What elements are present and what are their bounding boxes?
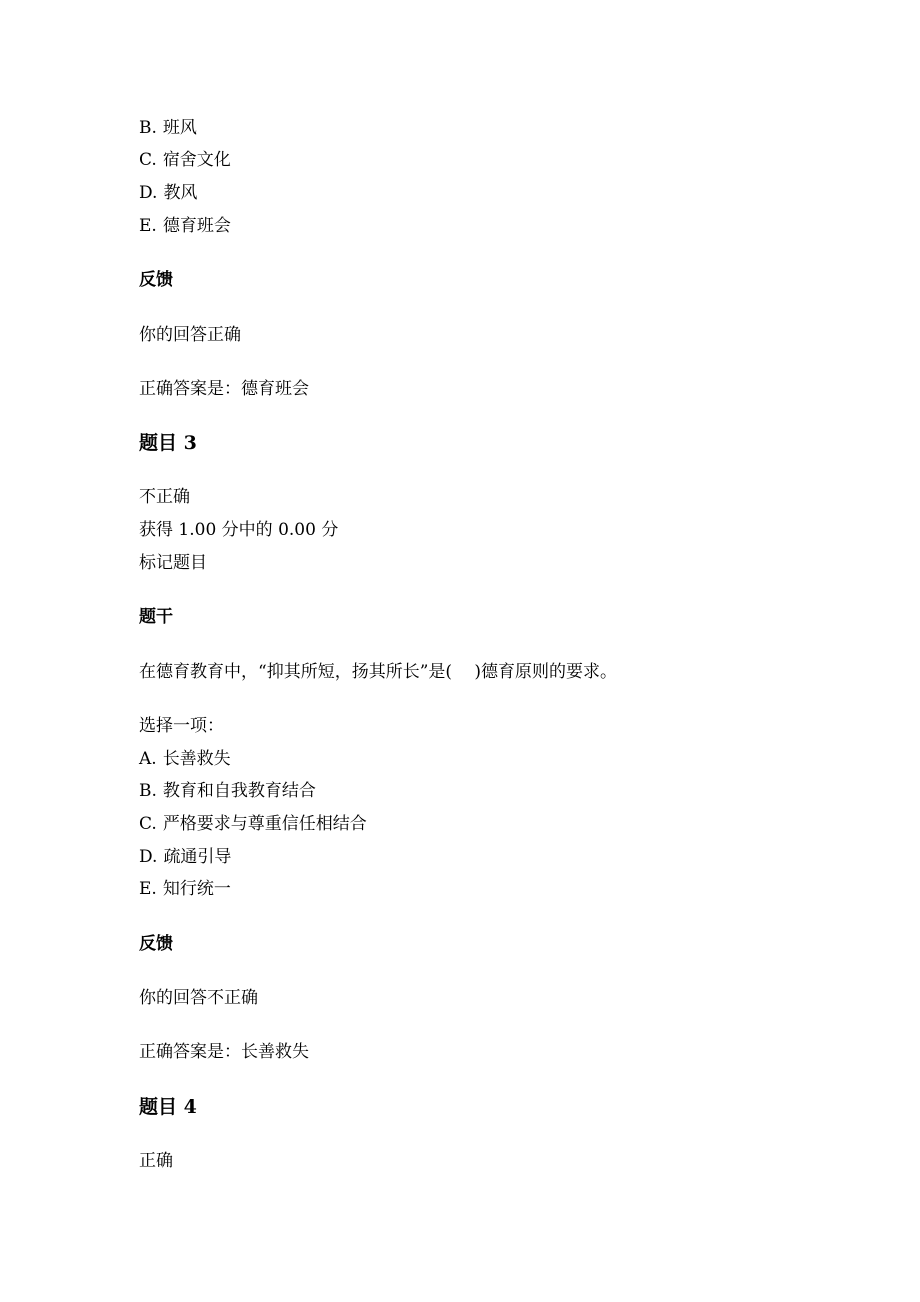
q3-score: 获得 1.00 分中的 0.00 分: [139, 520, 339, 540]
option-letter: E.: [139, 216, 157, 236]
option-letter: C.: [139, 150, 157, 170]
q2-option-c[interactable]: [139, 149, 231, 171]
q3-stem-text: 在德育教育中，“抑其所短，扬其所长”是( )德育原则的要求。: [139, 662, 618, 682]
q3-feedback-result: 你的回答不正确: [139, 988, 258, 1008]
q3-status: 不正确: [139, 487, 190, 507]
option-letter: A.: [139, 749, 157, 769]
option-text: 宿舍文化: [162, 150, 231, 170]
q2-correct-answer: 正确答案是：德育班会: [139, 379, 309, 399]
q2-option-d[interactable]: [139, 182, 197, 204]
q3-stem-label: 题干: [139, 607, 173, 627]
q3-correct-answer: 正确答案是：长善救失: [139, 1042, 309, 1062]
q3-feedback-label: 反馈: [139, 934, 173, 954]
option-letter: B.: [139, 118, 157, 138]
q3-option-e[interactable]: [139, 878, 231, 900]
q3-title: 题目 3: [139, 432, 197, 454]
option-letter: B.: [139, 781, 157, 801]
option-text: 疏通引导: [163, 847, 232, 867]
option-letter: E.: [139, 879, 157, 899]
q3-flag-link[interactable]: 标记题目: [139, 553, 207, 573]
option-text: 教育和自我教育结合: [162, 781, 316, 801]
option-text: 德育班会: [162, 216, 231, 236]
q3-prompt: 选择一项：: [139, 716, 224, 736]
option-text: 班风: [162, 118, 197, 138]
q2-feedback-label: 反馈: [139, 270, 173, 290]
q2-option-e[interactable]: [139, 215, 231, 237]
q3-option-d[interactable]: [139, 846, 231, 868]
option-text: 教风: [163, 183, 198, 203]
option-text: 严格要求与尊重信任相结合: [162, 814, 367, 834]
q3-option-c[interactable]: [139, 813, 367, 835]
option-letter: C.: [139, 814, 157, 834]
option-text: 长善救失: [162, 749, 231, 769]
q4-status: 正确: [139, 1151, 173, 1171]
q4-title: 题目 4: [139, 1096, 197, 1118]
option-letter: D.: [139, 847, 158, 867]
option-letter: D.: [139, 183, 158, 203]
q3-option-a[interactable]: [139, 748, 231, 770]
q2-option-b[interactable]: [139, 117, 197, 139]
q2-feedback-result: 你的回答正确: [139, 325, 241, 345]
q3-option-b[interactable]: [139, 780, 316, 802]
option-text: 知行统一: [162, 879, 231, 899]
